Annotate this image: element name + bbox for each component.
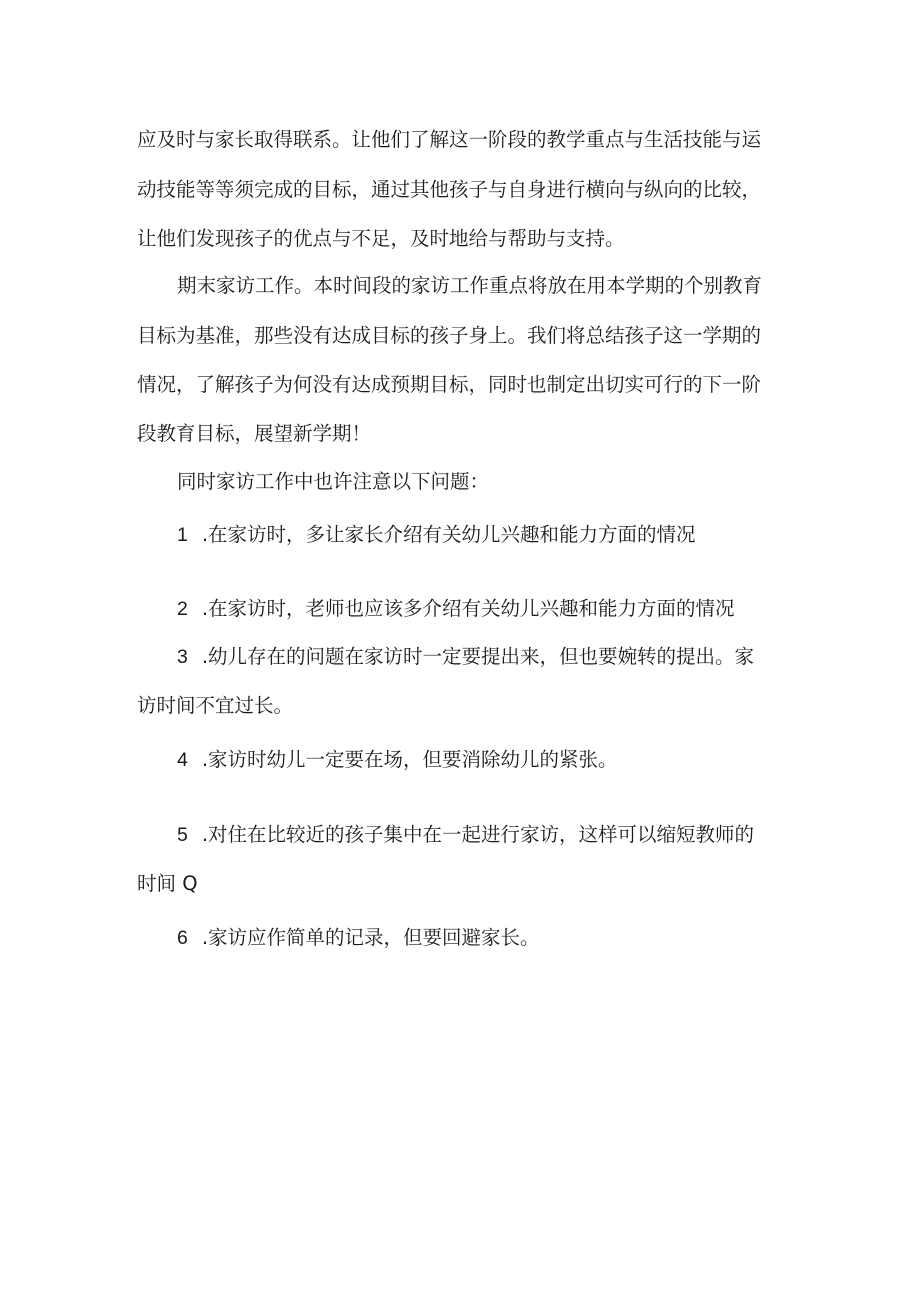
- paragraph-1-line-1: 应及时与家长取得联系。让他们了解这一阶段的教学重点与生活技能与运: [137, 128, 762, 151]
- paragraph-1-line-2: 动技能等等须完成的目标，通过其他孩子与自身进行横向与纵向的比较，: [137, 178, 762, 201]
- list-item: [177, 823, 754, 847]
- list-item: [177, 523, 696, 547]
- list-item-text: .家访时幼儿一定要在场，但要消除幼儿的紧张。: [201, 748, 618, 771]
- list-item-text: .幼儿存在的问题在家访时一定要提出来，但也要婉转的提出。家: [201, 645, 755, 668]
- paragraph-2-line-3: 情况，了解孩子为何没有达成预期目标，同时也制定出切实可行的下一阶: [137, 373, 762, 396]
- list-item-text: .对住在比较近的孩子集中在一起进行家访，这样可以缩短教师的: [201, 823, 755, 846]
- list-item-text: .家访应作简单的记录，但要回避家长。: [201, 926, 540, 949]
- paragraph-2-line-4: 段教育目标，展望新学期！: [137, 422, 372, 445]
- list-item-number: 5: [177, 824, 188, 846]
- paragraph-2-line-2: 目标为基准，那些没有达成目标的孩子身上。我们将总结孩子这一学期的: [137, 324, 762, 347]
- list-item: [177, 645, 754, 669]
- list-item-number: 1: [177, 524, 188, 546]
- list-item: [177, 597, 735, 621]
- list-item-number: 2: [177, 598, 188, 620]
- list-item-text: .在家访时，多让家长介绍有关幼儿兴趣和能力方面的情况: [201, 523, 696, 546]
- list-item-number: 6: [177, 927, 188, 949]
- paragraph-1-line-3: 让他们发现孩子的优点与不足，及时地给与帮助与支持。: [137, 227, 625, 250]
- list-item-text: .在家访时，老师也应该多介绍有关幼儿兴趣和能力方面的情况: [201, 597, 735, 620]
- paragraph-2-line-1: 期末家访工作。本时间段的家访工作重点将放在用本学期的个别教育: [177, 274, 763, 297]
- list-item: [177, 748, 618, 772]
- list-item-number: 4: [177, 749, 188, 771]
- list-item-continuation: 时间 Q: [137, 872, 198, 895]
- list-item-number: 3: [177, 646, 188, 668]
- list-item-continuation: 访时间不宜过长。: [137, 694, 294, 717]
- list-item: [177, 926, 540, 950]
- paragraph-3-line-1: 同时家访工作中也许注意以下问题：: [177, 470, 490, 493]
